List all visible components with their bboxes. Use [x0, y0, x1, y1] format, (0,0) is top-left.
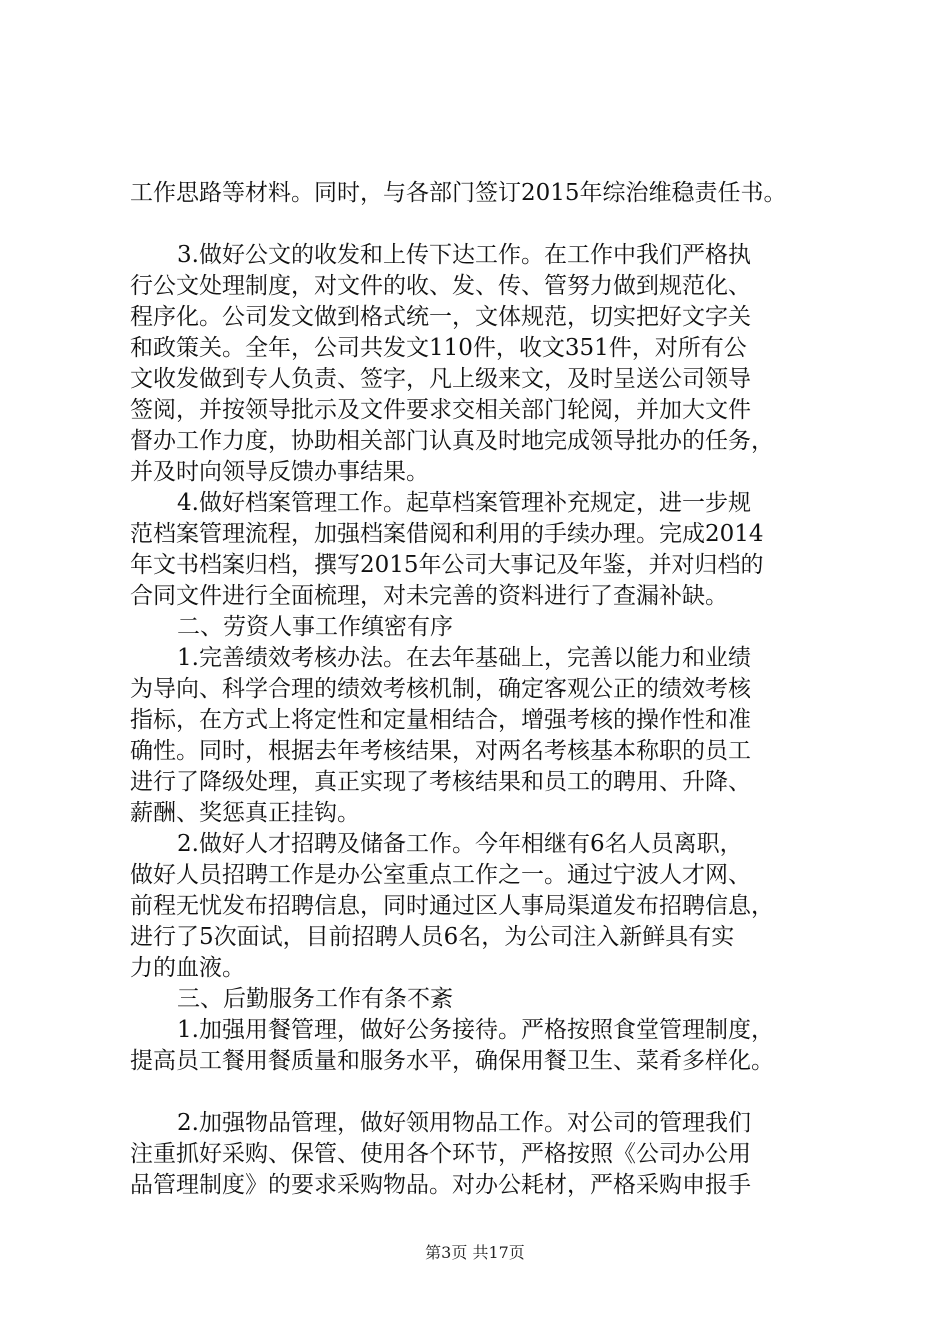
text-line: 2.加强物品管理，做好领用物品工作。对公司的管理我们 — [177, 1110, 751, 1136]
text-line: 前程无忧发布招聘信息，同时通过区人事局渠道发布招聘信息， — [130, 893, 774, 919]
text-line: 合同文件进行全面梳理，对未完善的资料进行了查漏补缺。 — [130, 583, 728, 609]
page-footer: 第3页 共17页 — [425, 1243, 525, 1262]
text-line: 为导向、科学合理的绩效考核机制，确定客观公正的绩效考核 — [130, 676, 751, 702]
text-line: 4.做好档案管理工作。起草档案管理补充规定，进一步规 — [177, 490, 751, 516]
text-line: 1.加强用餐管理，做好公务接待。严格按照食堂管理制度， — [177, 1017, 774, 1043]
text-line: 品管理制度》的要求采购物品。对办公耗材，严格采购申报手 — [130, 1172, 751, 1198]
text-line: 并及时向领导反馈办事结果。 — [130, 459, 429, 485]
text-line: 程序化。公司发文做到格式统一，文体规范，切实把好文字关 — [130, 304, 751, 330]
text-line: 文收发做到专人负责、签字，凡上级来文，及时呈送公司领导 — [130, 366, 751, 392]
text-line: 2.做好人才招聘及储备工作。今年相继有6名人员离职， — [177, 831, 743, 857]
text-line: 提高员工餐用餐质量和服务水平，确保用餐卫生、菜肴多样化。 — [130, 1048, 774, 1074]
text-line: 指标，在方式上将定性和定量相结合，增强考核的操作性和准 — [130, 707, 751, 733]
text-line — [130, 1201, 830, 1231]
text-line: 进行了5次面试，目前招聘人员6名，为公司注入新鲜具有实 — [130, 924, 735, 950]
text-line: 签阅，并按领导批示及文件要求交相关部门轮阅，并加大文件 — [130, 397, 751, 423]
text-line: 3.做好公文的收发和上传下达工作。在工作中我们严格执 — [177, 242, 751, 268]
text-line: 行公文处理制度，对文件的收、发、传、管努力做到规范化、 — [130, 273, 751, 299]
text-line: 年文书档案归档，撰写2015年公司大事记及年鉴，并对归档的 — [130, 552, 764, 578]
text-line: 和政策关。全年，公司共发文110件，收文351件，对所有公 — [130, 335, 747, 361]
text-line: 范档案管理流程，加强档案借阅和利用的手续办理。完成2014 — [130, 521, 764, 547]
section-heading: 三、后勤服务工作有条不紊 — [177, 986, 453, 1012]
text-line: 1.完善绩效考核办法。在去年基础上，完善以能力和业绩 — [177, 645, 751, 671]
text-line: 督办工作力度，协助相关部门认真及时地完成领导批办的任务， — [130, 428, 774, 454]
text-line: 注重抓好采购、保管、使用各个环节，严格按照《公司办公用 — [130, 1141, 751, 1167]
text-line: 力的血液。 — [130, 955, 245, 981]
text-line: 薪酬、奖惩真正挂钩。 — [130, 800, 360, 826]
text-line: 进行了降级处理，真正实现了考核结果和员工的聘用、升降、 — [130, 769, 751, 795]
text-line: 确性。同时，根据去年考核结果，对两名考核基本称职的员工 — [130, 738, 751, 764]
text-line: 工作思路等材料。同时，与各部门签订2015年综治维稳责任书。 — [130, 180, 787, 206]
text-line: 做好人员招聘工作是办公室重点工作之一。通过宁波人才网、 — [130, 862, 751, 888]
section-heading: 二、劳资人事工作缜密有序 — [177, 614, 453, 640]
